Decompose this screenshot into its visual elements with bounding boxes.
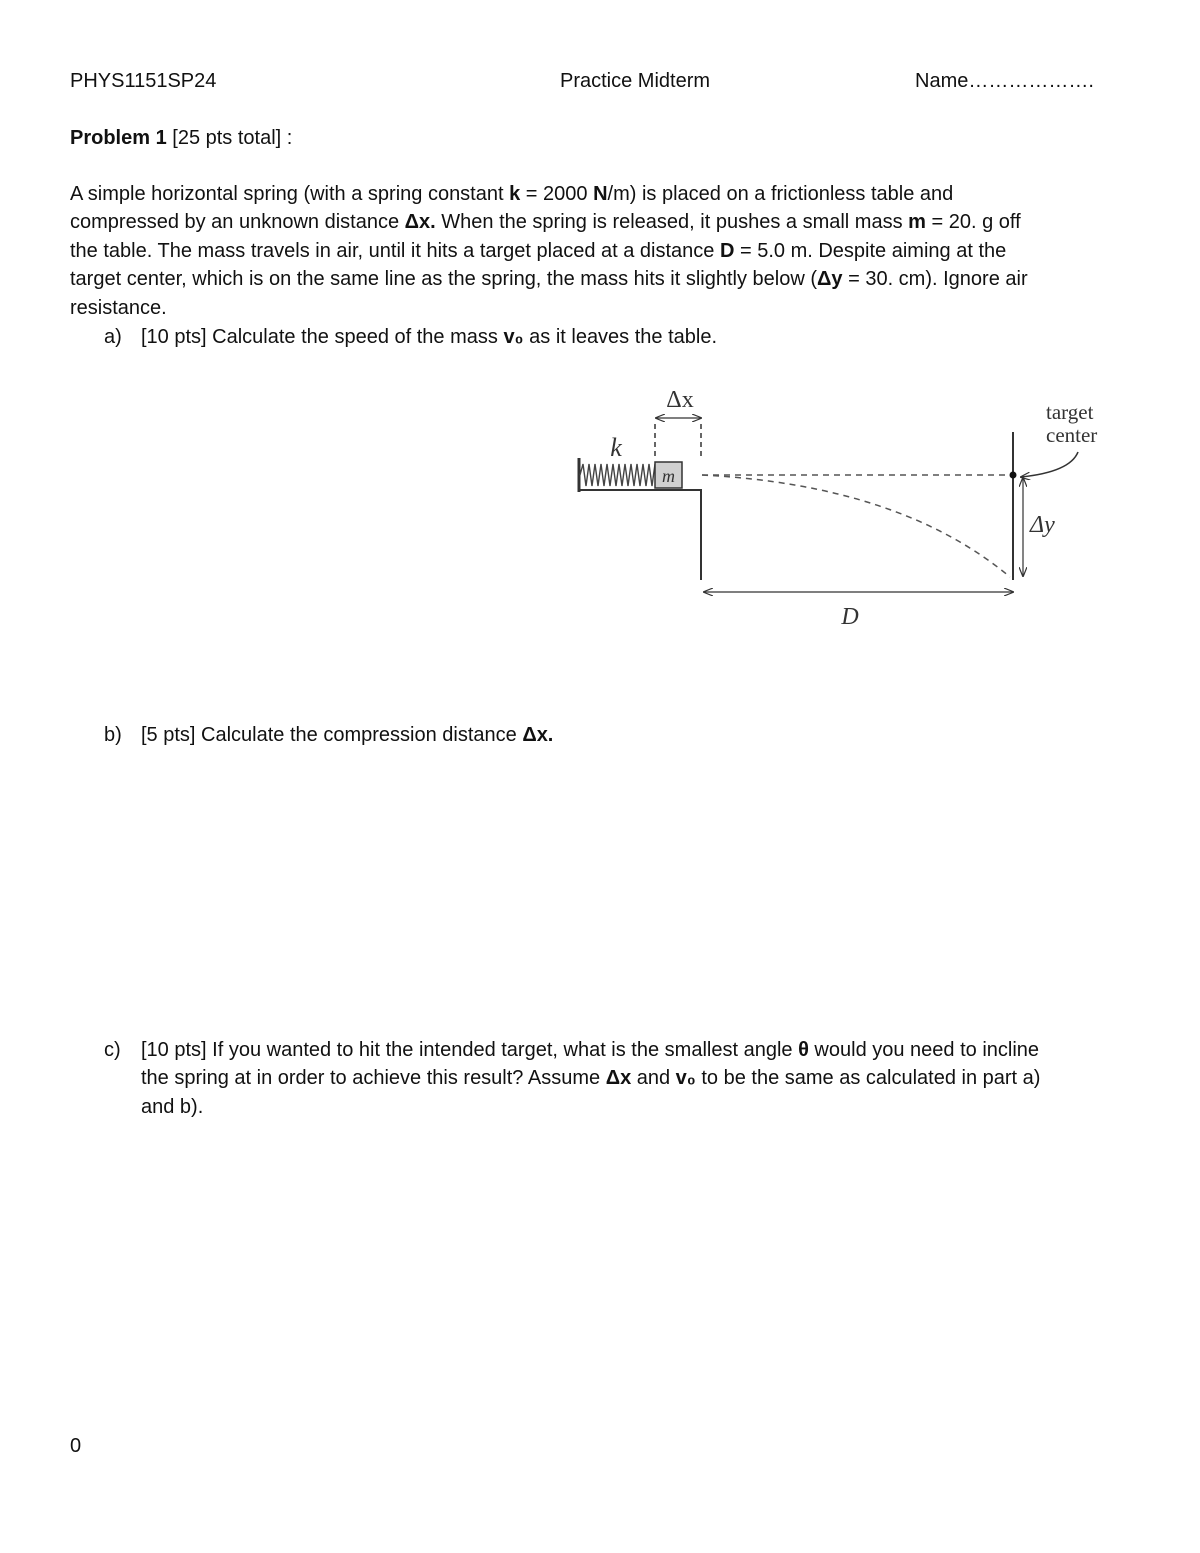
label-target: target	[1046, 400, 1094, 424]
var-dx: Δx.	[404, 211, 436, 234]
part-c-line-1	[141, 1036, 1040, 1064]
intro-line-3	[70, 237, 1130, 265]
part-a	[104, 323, 1004, 353]
part-c-text: [10 pts] If you wanted to hit the intended target, what is the smallest angle	[141, 1039, 799, 1061]
page-number: 0	[70, 1435, 82, 1457]
part-c-line-2	[141, 1064, 1040, 1092]
spring-projectile-figure	[560, 380, 1120, 640]
spring-coil	[580, 464, 661, 486]
part-b-text	[141, 721, 553, 749]
part-c	[104, 1036, 1124, 1126]
part-a-label: a)	[104, 326, 122, 348]
problem-label: Problem 1	[70, 127, 167, 149]
var-dx: Δx.	[522, 724, 554, 746]
var-k: k	[509, 183, 521, 205]
intro-text: compressed by an unknown distance	[70, 211, 405, 234]
var-dx: Δx	[605, 1067, 632, 1090]
part-b-text-start: [5 pts] Calculate the compression distance	[141, 724, 523, 746]
problem-points: [25 pts total] :	[172, 127, 293, 149]
var-theta: θ	[798, 1039, 809, 1061]
target-center-dot	[1010, 472, 1017, 479]
intro-text: A simple horizontal spring (with a spring constant	[70, 183, 510, 205]
intro-text: = 30. cm). Ignore air	[842, 268, 1028, 291]
intro-line-4	[70, 265, 1130, 293]
unit-n: N	[593, 183, 608, 205]
var-d: D	[719, 239, 735, 262]
part-a-text	[141, 323, 717, 351]
intro-line-5: resistance.	[70, 296, 167, 319]
exam-title: Practice Midterm	[560, 70, 711, 92]
label-d: D	[841, 604, 859, 630]
label-dx: Δx	[666, 387, 694, 413]
label-dy: Δy	[1030, 512, 1055, 538]
intro-text: the table. The mass travels in air, until it hits a target placed at a distance	[70, 239, 720, 262]
part-c-text: to be the same as calculated in part a)	[695, 1067, 1041, 1090]
intro-text: = 5.0 m. Despite aiming at the	[734, 239, 1007, 262]
target-pointer-arrow	[1021, 452, 1078, 477]
part-b-label: b)	[104, 724, 122, 746]
name-field: Name……………….	[915, 70, 1094, 92]
intro-text: /m) is placed on a frictionless table and	[607, 183, 954, 205]
label-center: center	[1046, 423, 1098, 447]
problem-intro	[70, 180, 1130, 322]
part-c-text: would you need to incline	[808, 1039, 1040, 1061]
intro-line-2	[70, 208, 1130, 236]
trajectory-path	[702, 475, 1010, 577]
problem-heading	[70, 124, 292, 152]
var-m: m	[908, 211, 926, 234]
part-c-text: the spring at in order to achieve this result? Assume	[141, 1067, 606, 1090]
intro-text: = 20. g off	[925, 211, 1021, 234]
part-a-text-end: as it leaves the table.	[523, 326, 718, 348]
label-m: m	[662, 466, 675, 486]
part-b	[104, 721, 1004, 751]
var-dy: Δy	[817, 268, 843, 291]
part-c-text: and	[631, 1067, 676, 1090]
figure-svg	[560, 380, 1120, 640]
part-c-text	[141, 1036, 1040, 1121]
part-c-line-3: and b).	[141, 1095, 204, 1118]
intro-text: When the spring is released, it pushes a small mass	[435, 211, 909, 234]
intro-text: = 2000	[520, 183, 594, 205]
intro-line-1	[70, 180, 1130, 208]
course-code: PHYS1151SP24	[70, 70, 217, 92]
var-v0: v₀	[503, 326, 524, 348]
part-a-text-start: [10 pts] Calculate the speed of the mass	[141, 326, 504, 348]
var-v0: v₀	[675, 1067, 696, 1090]
intro-text: target center, which is on the same line as the spring, the mass hits it slightly below (	[70, 268, 818, 291]
part-c-label: c)	[104, 1039, 121, 1061]
label-k: k	[610, 433, 622, 462]
